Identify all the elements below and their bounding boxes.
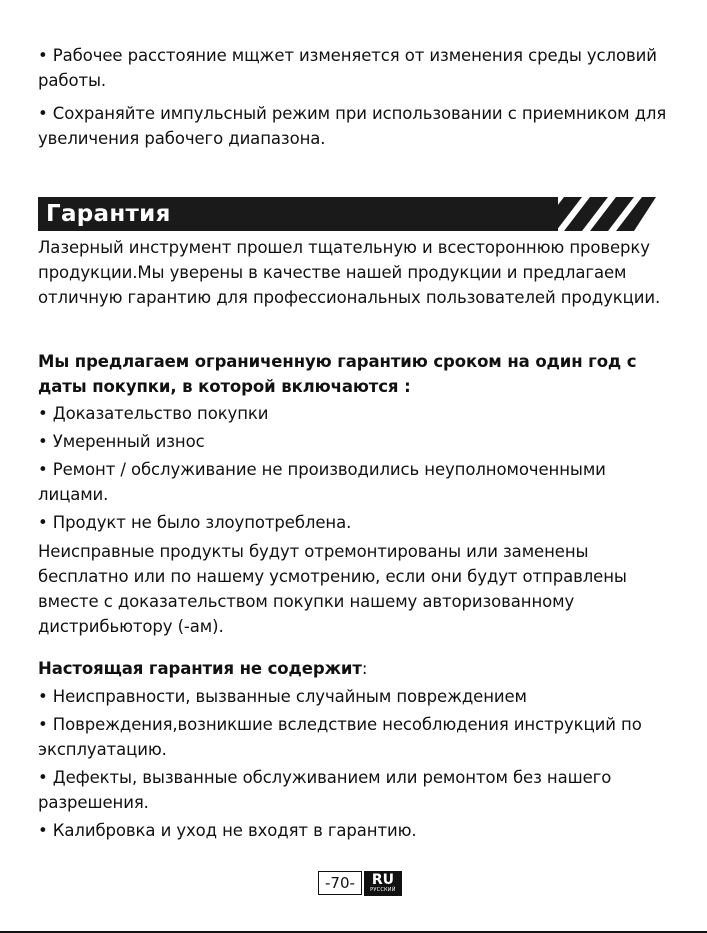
- page-number: -70-: [318, 871, 362, 895]
- excluded-item: • Неисправности, вызванные случайным повреждением: [38, 687, 527, 706]
- language-code: RU: [371, 872, 394, 888]
- language-name: РУССКИЙ: [370, 887, 396, 893]
- included-item: • Продукт не было злоупотреблена.: [38, 513, 352, 532]
- included-item: • Умеренный износ: [38, 432, 205, 451]
- excluded-item: • Дефекты, вызванные обслуживанием или ремонтом без нашего разрешения.: [38, 768, 612, 812]
- language-badge: [364, 871, 402, 896]
- excluded-heading: Настоящая гарантия не содержит: [38, 659, 362, 678]
- intro-bullet-pulse-mode: • Сохраняйте импульсный режим при использовании с приемником для увеличения рабочего диапазона.: [38, 104, 667, 148]
- excluded-heading-line: [38, 656, 678, 681]
- included-heading: Мы предлагаем ограниченную гарантию сроком на один год с даты покупки, в которой включаются :: [38, 352, 637, 396]
- warranty-intro: Лазерный инструмент прошел тщательную и всестороннюю проверку продукции.Мы уверены в качестве нашей продукции и предлагаем отличную гарантию для профессиональных пользователей продукции.: [38, 238, 661, 307]
- intro-bullet-working-distance: • Рабочее расстояние мщжет изменяется от изменения среды условий работы.: [38, 46, 657, 90]
- section-banner: [38, 197, 656, 231]
- included-item: • Доказательство покупки: [38, 404, 269, 423]
- excluded-item: • Калибровка и уход не входят в гарантию.: [38, 821, 417, 840]
- included-item: • Ремонт / обслуживание не производились неуполномоченными лицами.: [38, 460, 606, 504]
- excluded-item: • Повреждения,возникшие вследствие несоблюдения инструкций по эксплуатацию.: [38, 715, 642, 759]
- section-title: Гарантия: [38, 197, 558, 231]
- stripes-decoration: [538, 197, 656, 231]
- excluded-heading-colon: :: [361, 659, 368, 678]
- page-footer: [318, 871, 402, 895]
- repair-note: Неисправные продукты будут отремонтированы или заменены бесплатно или по нашему усмотрению, если они будут отправлены вместе с доказательством покупки нашему авторизованному дистрибьютору (-ам).: [38, 542, 627, 636]
